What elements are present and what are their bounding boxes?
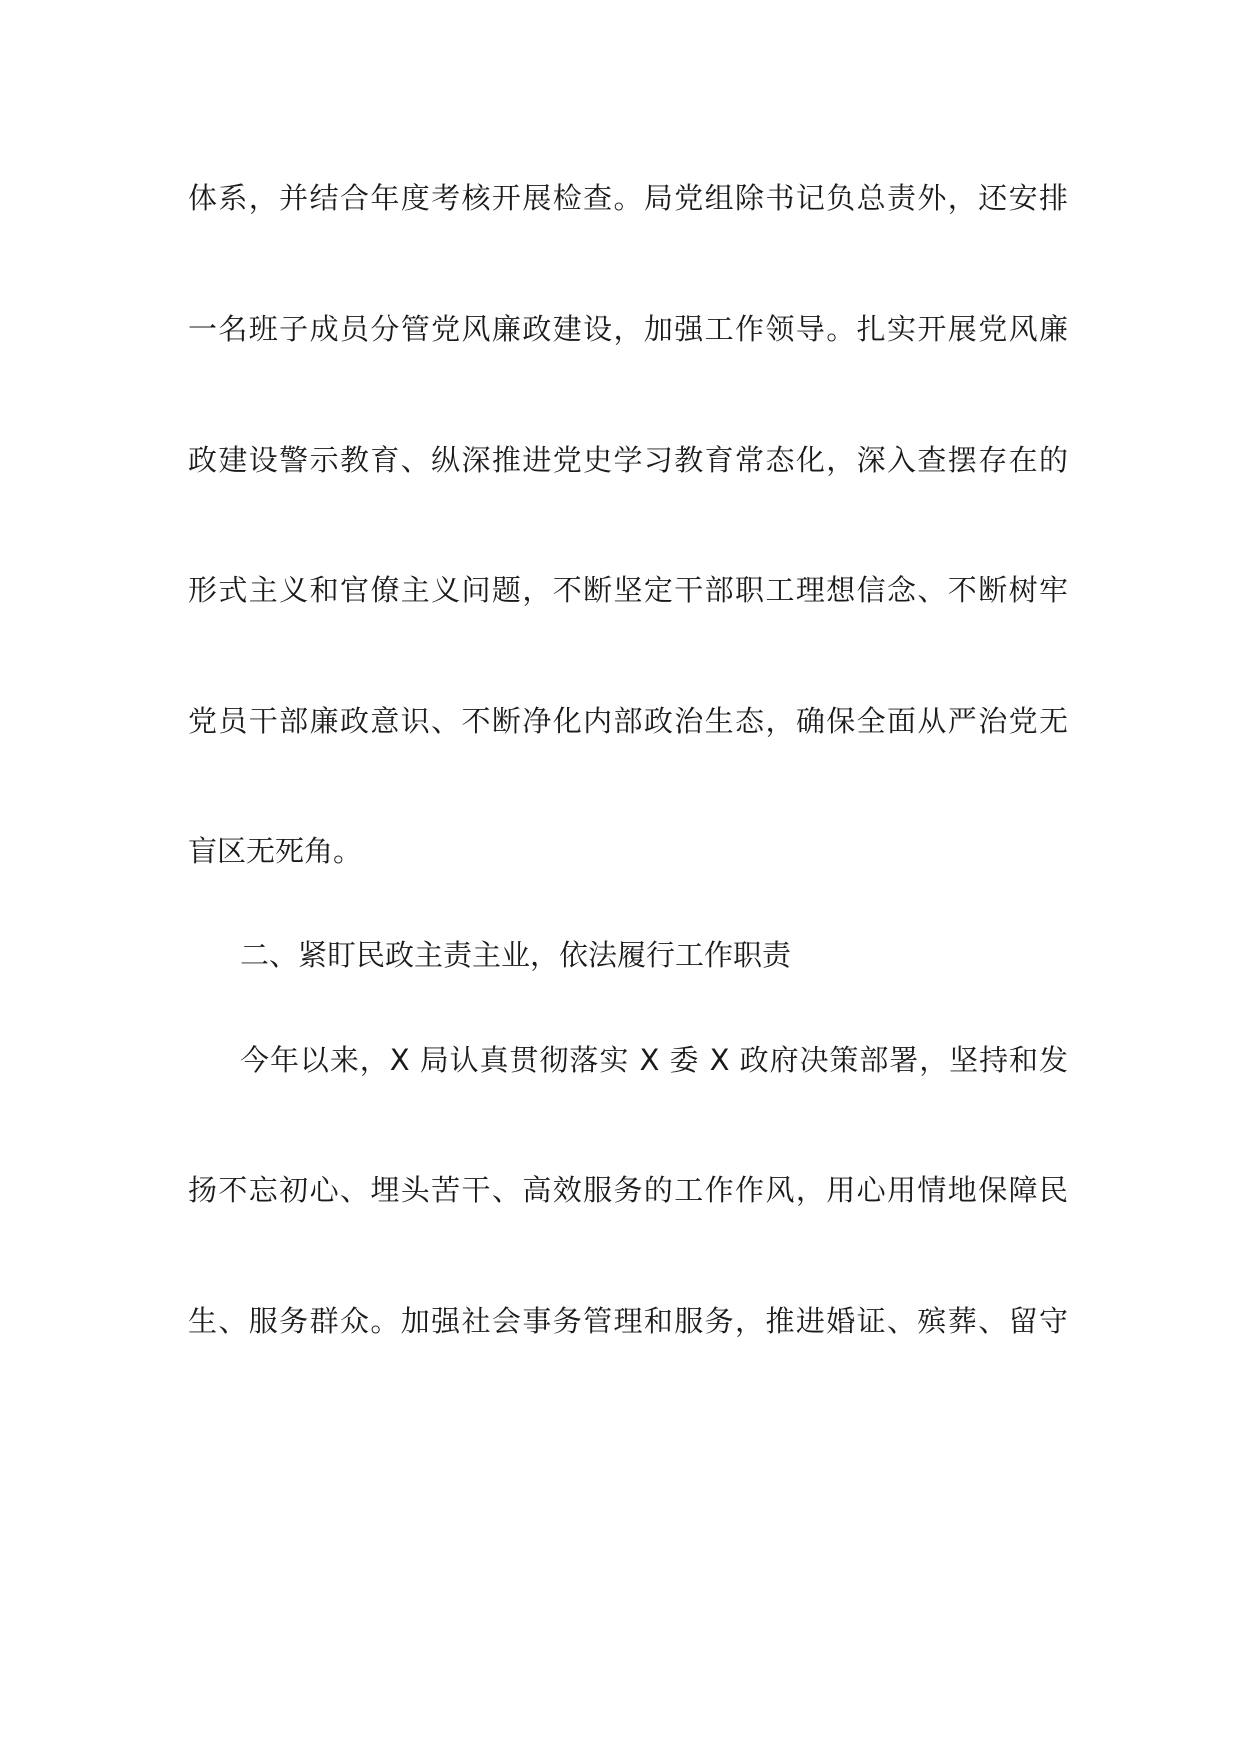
paragraph-line-5: 党员干部廉政意识、不断净化内部政治生态，确保全面从严治党无 — [188, 704, 1068, 738]
paragraph-line-8: 今年以来，X 局认真贯彻落实 X 委 X 政府决策部署，坚持和发 — [240, 1043, 1068, 1077]
paragraph-line-1: 体系，并结合年度考核开展检查。局党组除书记负总责外，还安排 — [188, 181, 1068, 215]
paragraph-line-2: 一名班子成员分管党风廉政建设，加强工作领导。扎实开展党风廉 — [188, 312, 1068, 346]
paragraph-line-6: 盲区无死角。 — [188, 834, 363, 868]
paragraph-line-4: 形式主义和官僚主义问题，不断坚定干部职工理想信念、不断树牢 — [188, 573, 1068, 607]
section-heading: 二、紧盯民政主责主业，依法履行工作职责 — [240, 938, 792, 972]
paragraph-line-9: 扬不忘初心、埋头苦干、高效服务的工作作风，用心用情地保障民 — [188, 1173, 1068, 1207]
paragraph-line-10: 生、服务群众。加强社会事务管理和服务，推进婚证、殡葬、留守 — [188, 1304, 1068, 1338]
paragraph-line-3: 政建设警示教育、纵深推进党史学习教育常态化，深入查摆存在的 — [188, 443, 1068, 477]
